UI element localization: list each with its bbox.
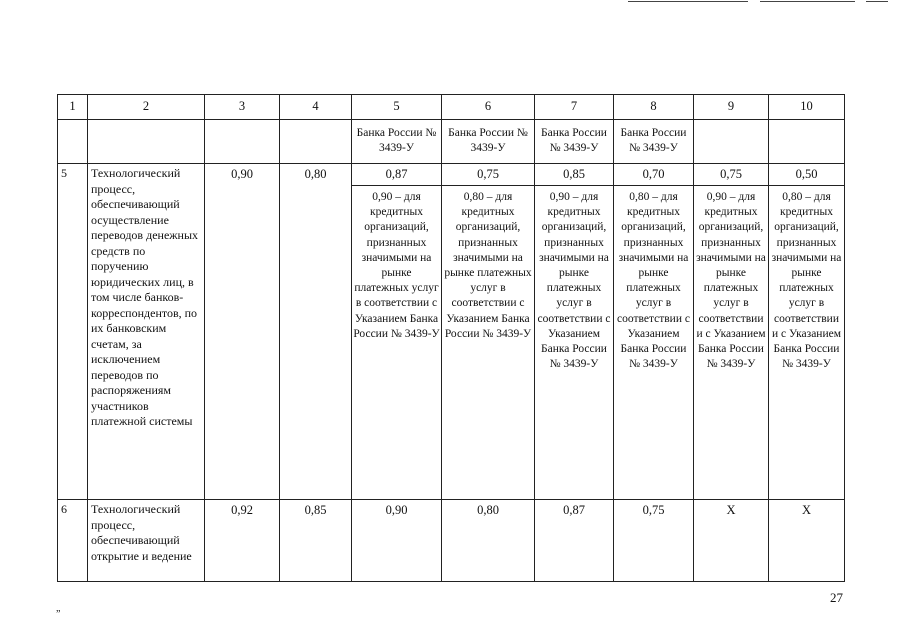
split-value-cell xyxy=(769,164,845,500)
bank-cell xyxy=(280,120,352,164)
value-cell: 0,50 xyxy=(769,164,844,186)
value-cell: 0,90 xyxy=(205,164,280,500)
value-cell: 0,75 xyxy=(614,500,694,582)
value-cell: 0,75 xyxy=(442,164,534,186)
note-cell: 0,80 – для кредитных организаций, признанных значимыми на рынке платежных услуг в соответствии с Указанием Банка России № 3439-У xyxy=(617,191,690,371)
col-header: 3 xyxy=(205,95,280,120)
table-row xyxy=(58,500,845,582)
split-value-cell xyxy=(535,164,614,500)
value-cell: X xyxy=(769,500,845,582)
value-cell: 0,75 xyxy=(694,164,768,186)
row-description: Технологический процесс, обеспечивающий открытие и ведение xyxy=(88,500,205,582)
split-value-cell xyxy=(442,164,535,500)
row-number: 6 xyxy=(58,500,88,582)
value-cell: 0,92 xyxy=(205,500,280,582)
bank-cell xyxy=(88,120,205,164)
table-row xyxy=(58,164,845,500)
col-header: 4 xyxy=(280,95,352,120)
split-value-cell xyxy=(352,164,442,500)
value-cell: 0,90 xyxy=(352,500,442,582)
note-cell: 0,90 – для кредитных организаций, признанных значимыми на рынке платежных услуг в соответствии с Указанием Банка России № 3439-У xyxy=(537,191,611,371)
bank-cell xyxy=(694,120,769,164)
col-header: 5 xyxy=(352,95,442,120)
bank-reference-row xyxy=(58,120,845,164)
value-cell: 0,85 xyxy=(280,500,352,582)
bank-cell xyxy=(205,120,280,164)
col-header: 8 xyxy=(614,95,694,120)
row-number: 5 xyxy=(58,164,88,500)
scan-artifact-line xyxy=(866,1,888,2)
value-cell: 0,87 xyxy=(352,164,441,186)
col-header: 2 xyxy=(88,95,205,120)
note-cell: 0,80 – для кредитных организаций, признанных значимыми на рынке платежных услуг в соответствии с Указанием Банка России № 3439-У xyxy=(444,191,532,340)
col-header: 6 xyxy=(442,95,535,120)
page-number: 27 xyxy=(830,590,843,605)
scan-speck: ” xyxy=(56,609,61,620)
col-header: 9 xyxy=(694,95,769,120)
bank-cell: Банка России № 3439-У xyxy=(442,120,535,164)
col-header: 7 xyxy=(535,95,614,120)
value-cell: 0,85 xyxy=(535,164,613,186)
split-value-cell xyxy=(694,164,769,500)
column-number-row xyxy=(58,95,845,120)
note-cell: 0,90 – для кредитных организаций, признанных значимыми на рынке платежных услуг в соответствии с Указанием Банка России № 3439-У xyxy=(353,191,440,340)
scan-artifact-line xyxy=(760,1,855,2)
value-cell: X xyxy=(694,500,769,582)
col-header: 1 xyxy=(58,95,88,120)
value-cell: 0,87 xyxy=(535,500,614,582)
value-cell: 0,70 xyxy=(614,164,693,186)
bank-cell xyxy=(769,120,845,164)
bank-cell xyxy=(58,120,88,164)
row-description: Технологический процесс, обеспечивающий осуществление переводов денежных средств по поручению юридических лиц, в том числе банков-корреспондентов, по их банковским счетам, за исключением переводов по распоряжениям участников платежной системы xyxy=(88,164,205,500)
note-cell: 0,90 – для кредитных организаций, признанных значимыми на рынке платежных услуг в соответствии и с Указанием Банка России № 3439-У xyxy=(696,191,766,371)
rates-table xyxy=(57,94,845,582)
scan-artifact-line xyxy=(628,1,748,2)
note-cell: 0,80 – для кредитных организаций, признанных значимыми на рынке платежных услуг в соответствии и с Указанием Банка России № 3439-У xyxy=(771,191,842,371)
split-value-cell xyxy=(614,164,694,500)
bank-cell: Банка России № 3439-У xyxy=(535,120,614,164)
value-cell: 0,80 xyxy=(280,164,352,500)
value-cell: 0,80 xyxy=(442,500,535,582)
bank-cell: Банка России № 3439-У xyxy=(352,120,442,164)
col-header: 10 xyxy=(769,95,845,120)
bank-cell: Банка России № 3439-У xyxy=(614,120,694,164)
